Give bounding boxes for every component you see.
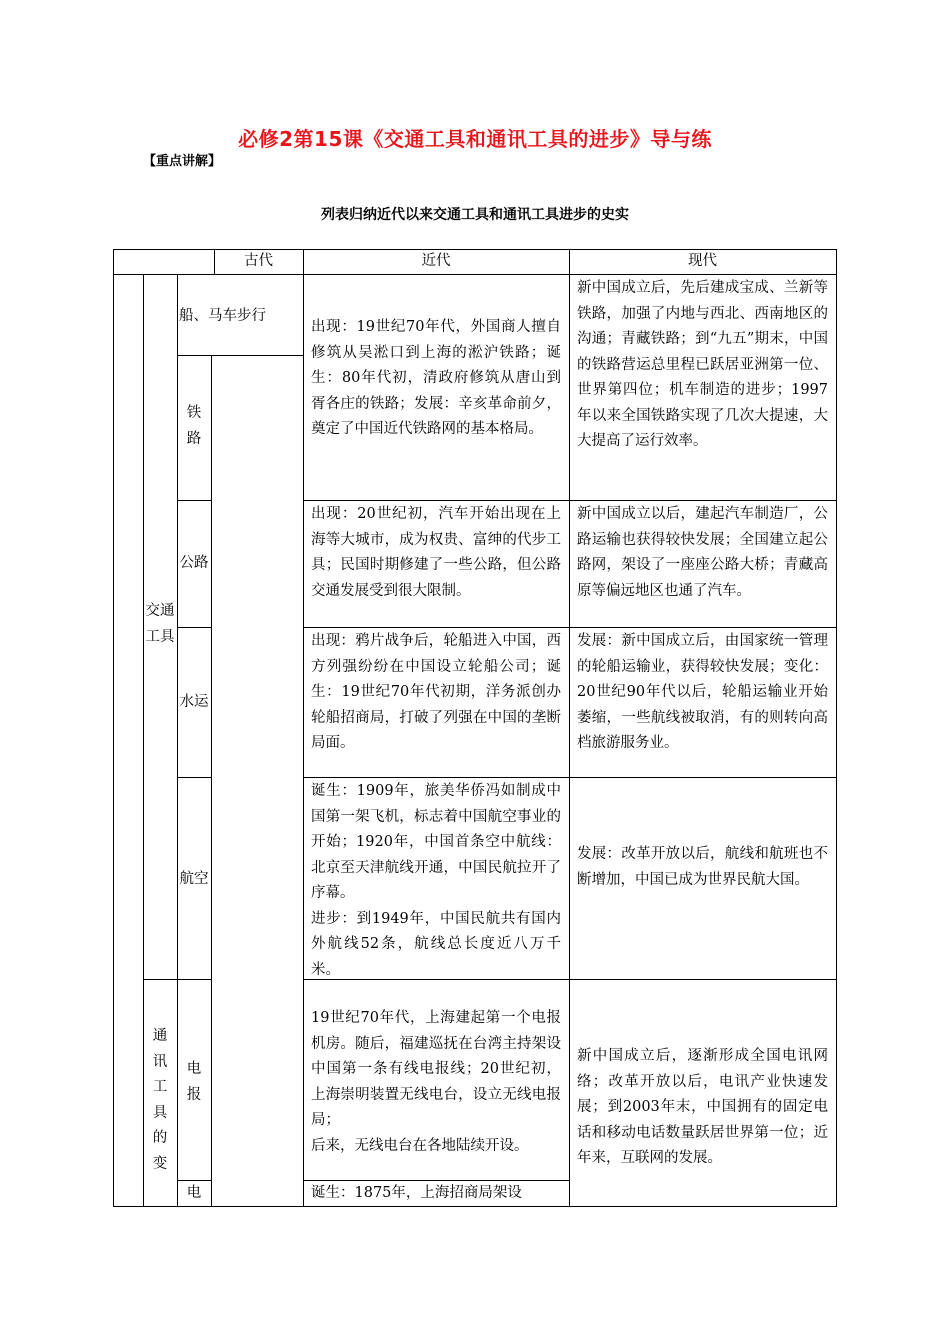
water-jindai: 出现：鸦片战争后，轮船进入中国，西方列强纷纷在中国设立轮船公司；诞生：19世纪70年代初期，洋务派创办轮船招商局，打破了列强在中国的垄断局面。: [311, 633, 561, 751]
telegraph-xiandai: 新中国成立后，逐渐形成全国电讯网络；改革开放以后，电讯产业快速发展；到2003年末，中国拥有的固定电话和移动电话数量跃居世界第一位；近年来，互联网的发展。: [577, 1048, 828, 1166]
table-title: 列表归纳近代以来交通工具和通讯工具进步的史实: [321, 207, 629, 223]
document-title: 必修2第15课《交通工具和通讯工具的进步》导与练: [238, 127, 712, 151]
section-label: 【重点讲解】: [143, 154, 222, 169]
label-water: 水运: [179, 694, 209, 710]
air-xiandai: 发展：改革开放以后，航线和航班也不断增加，中国已成为世界民航大国。: [577, 846, 828, 888]
rail-xiandai: 新中国成立后，先后建成宝成、兰新等铁路，加强了内地与西北、西南地区的沟通；青藏铁路；到“九五”期末，中国的铁路营运总里程已跃居亚洲第一位、世界第四位；机车制造的进步；1997年以来全国铁路实现了几次大提速，大大提高了运行效率。: [577, 280, 828, 449]
header-modern-early: 近代: [421, 253, 451, 269]
water-xiandai: 发展：新中国成立后，由国家统一管理的轮船运输业，获得较快发展；变化：20世纪90年代以后，轮船运输业开始萎缩，一些航线被取消，有的则转向高档旅游服务业。: [577, 633, 828, 751]
label-rail: 铁 路: [186, 405, 202, 447]
phone-jindai: 诞生：1875年，上海招商局架设: [311, 1185, 522, 1201]
label-road: 公路: [179, 555, 209, 571]
telegraph-jindai: 19世纪70年代，上海建起第一个电报机房。随后，福建巡抚在台湾主持架设中国第一条有线电报线；20世纪初，上海崇明装置无线电台，设立无线电报局； 后来，无线电台在各地陆续开设。: [311, 1010, 561, 1154]
road-xiandai: 新中国成立以后，建起汽车制造厂，公路运输也获得较快发展；全国建立起公路网，架设了一座座公路大桥；青藏高原等偏远地区也通了汽车。: [577, 506, 828, 599]
air-jindai: 诞生：1909年，旅美华侨冯如制成中国第一架飞机，标志着中国航空事业的开始；1920年，中国首条空中航线：北京至天津航线开通，中国民航拉开了序幕。 进步：到1949年，中国民航共有国内外航线52条，航线总长度近八万千米。: [311, 783, 561, 978]
label-phone: 电: [186, 1185, 202, 1201]
label-air: 航空: [179, 871, 209, 887]
label-telegraph: 电 报: [186, 1061, 202, 1103]
header-contemporary: 现代: [688, 253, 717, 269]
rail-jindai: 出现：19世纪70年代，外国商人擅自修筑从吴淞口到上海的淞沪铁路；诞生：80年代初，清政府修筑从唐山到胥各庄的铁路；发展：辛亥革命前夕，奠定了中国近代铁路网的基本格局。: [311, 319, 561, 437]
category-communication: 通 讯 工 具 的 变: [152, 1028, 168, 1172]
road-jindai: 出现：20世纪初，汽车开始出现在上海等大城市，成为权贵、富绅的代步工具；民国时期修建了一些公路，但公路交通发展受到很大限制。: [311, 506, 561, 599]
ancient-transport: 船、马车步行: [179, 308, 266, 324]
category-transport: 交通 工具: [145, 603, 175, 645]
header-ancient: 古代: [244, 253, 273, 269]
history-table: [113, 249, 837, 1207]
